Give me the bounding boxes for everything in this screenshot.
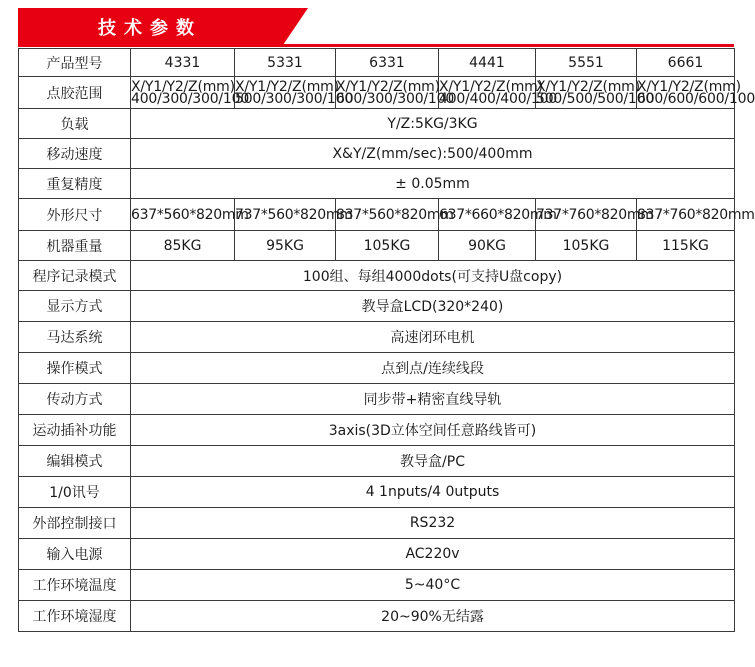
table-row — [19, 109, 735, 139]
model-cell: 6331 — [336, 49, 439, 77]
table-row — [19, 446, 735, 477]
table-row — [19, 77, 735, 109]
row-label-interpolation: 运动插补功能 — [19, 415, 131, 446]
row-label-program: 程序记录模式 — [19, 261, 131, 291]
edit-value: 教导盒/PC — [131, 446, 735, 477]
table-row — [19, 508, 735, 539]
table-row — [19, 261, 735, 291]
row-label-transmission: 传动方式 — [19, 384, 131, 415]
spec-table — [18, 48, 755, 632]
row-label-weight: 机器重量 — [19, 231, 131, 261]
speed-value: X&Y/Z(mm/sec):500/400mm — [131, 139, 735, 169]
power-value: AC220v — [131, 539, 735, 570]
interpolation-value: 3axis(3D立体空间任意路线皆可) — [131, 415, 735, 446]
table-row — [19, 353, 735, 384]
weight-cell: 105KG — [536, 231, 637, 261]
range-axes: X/Y1/Y2/Z(mm) — [637, 78, 741, 95]
section-banner — [18, 8, 308, 45]
range-cell — [131, 77, 250, 109]
row-label-display: 显示方式 — [19, 291, 131, 322]
row-label-edit: 编辑模式 — [19, 446, 131, 477]
table-row — [19, 384, 735, 415]
range-values: 600/300/300/100 — [336, 90, 455, 107]
row-label-range: 点胶范围 — [19, 77, 131, 109]
table-row — [19, 477, 735, 508]
row-label-load: 负载 — [19, 109, 131, 139]
table-row — [19, 415, 735, 446]
display-value: 教导盒LCD(320*240) — [131, 291, 735, 322]
weight-cell: 85KG — [131, 231, 235, 261]
humidity-value: 20~90%无结露 — [131, 601, 735, 632]
weight-cell: 95KG — [235, 231, 336, 261]
load-value: Y/Z:5KG/3KG — [131, 109, 735, 139]
temp-value: 5~40°C — [131, 570, 735, 601]
table-row — [19, 169, 735, 199]
range-axes: X/Y1/Y2/Z(mm) — [439, 78, 543, 95]
model-cell: 5551 — [536, 49, 637, 77]
table-row — [19, 139, 735, 169]
row-label-motor: 马达系统 — [19, 322, 131, 353]
range-values: 500/300/300/100 — [235, 90, 354, 107]
range-values: 600/600/600/100 — [637, 90, 755, 107]
model-cell: 4441 — [439, 49, 536, 77]
section-title: 技术参数 — [98, 18, 202, 39]
row-label-humidity: 工作环境湿度 — [19, 601, 131, 632]
table-row — [19, 49, 735, 77]
range-cell — [235, 77, 354, 109]
row-label-io: 1/0讯号 — [19, 477, 131, 508]
weight-cell: 105KG — [336, 231, 439, 261]
range-axes: X/Y1/Y2/Z(mm) — [235, 78, 339, 95]
row-label-precision: 重复精度 — [19, 169, 131, 199]
table-row — [19, 322, 735, 353]
range-axes: X/Y1/Y2/Z(mm) — [336, 78, 440, 95]
weight-cell: 115KG — [637, 231, 735, 261]
model-cell: 6661 — [637, 49, 735, 77]
row-label-temp: 工作环境温度 — [19, 570, 131, 601]
range-cell — [637, 77, 755, 109]
table-row — [19, 601, 735, 632]
size-cell: 737*560*820mm — [235, 199, 336, 231]
range-cell — [536, 77, 655, 109]
transmission-value: 同步带+精密直线导轨 — [131, 384, 735, 415]
range-values: 500/500/500/100 — [536, 90, 655, 107]
model-cell: 5331 — [235, 49, 336, 77]
size-cell: 837*560*820mm — [336, 199, 439, 231]
precision-value: ± 0.05mm — [131, 169, 735, 199]
size-cell: 737*760*820mm — [536, 199, 637, 231]
table-row — [19, 539, 735, 570]
row-label-model: 产品型号 — [19, 49, 131, 77]
row-label-size: 外形尺寸 — [19, 199, 131, 231]
row-label-operation: 操作模式 — [19, 353, 131, 384]
table-row — [19, 231, 735, 261]
table-row — [19, 570, 735, 601]
table-row — [19, 199, 735, 231]
size-cell: 637*560*820mm — [131, 199, 235, 231]
range-cell — [336, 77, 455, 109]
model-cell: 4331 — [131, 49, 235, 77]
program-value: 100组、每组4000dots(可支持U盘copy) — [131, 261, 735, 291]
weight-cell: 90KG — [439, 231, 536, 261]
row-label-external: 外部控制接口 — [19, 508, 131, 539]
banner-underline — [18, 44, 734, 47]
size-cell: 837*760*820mm — [637, 199, 735, 231]
range-axes: X/Y1/Y2/Z(mm) — [536, 78, 640, 95]
external-value: RS232 — [131, 508, 735, 539]
motor-value: 高速闭环电机 — [131, 322, 735, 353]
range-cell — [439, 77, 558, 109]
table-row — [19, 291, 735, 322]
operation-value: 点到点/连续线段 — [131, 353, 735, 384]
io-value: 4 1nputs/4 0utputs — [131, 477, 735, 508]
range-values: 400/300/300/100 — [131, 90, 250, 107]
range-axes: X/Y1/Y2/Z(mm) — [131, 78, 235, 95]
row-label-power: 输入电源 — [19, 539, 131, 570]
row-label-speed: 移动速度 — [19, 139, 131, 169]
range-values: 400/400/400/100 — [439, 90, 558, 107]
size-cell: 637*660*820mm — [439, 199, 536, 231]
